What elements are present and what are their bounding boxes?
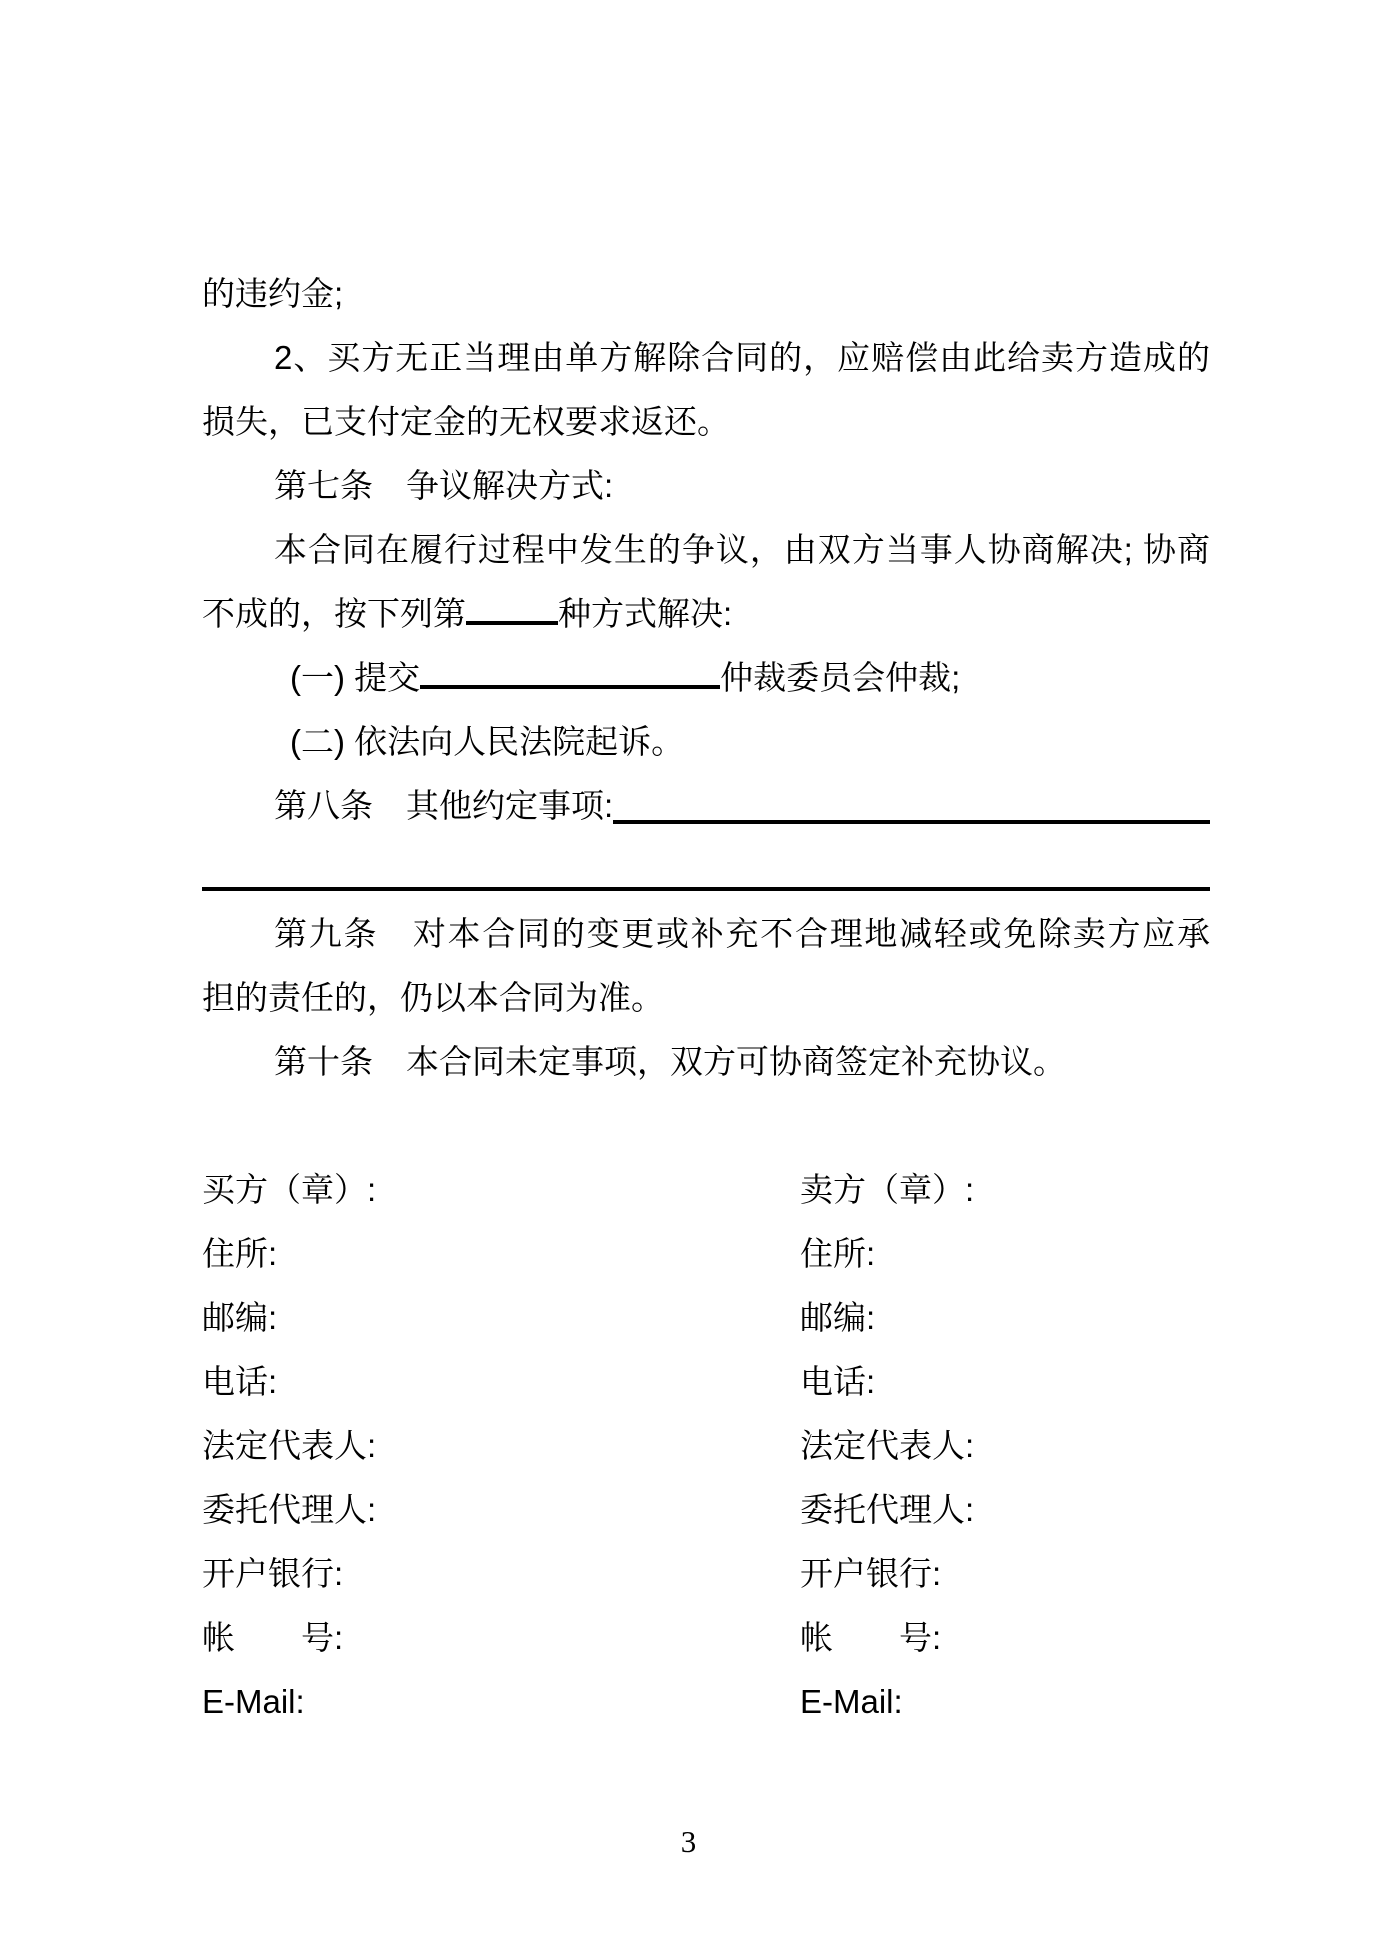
contract-body — [202, 262, 1210, 1734]
buyer-account-row: 帐 号: — [202, 1619, 344, 1656]
seller-address-row: 住所: — [800, 1235, 876, 1272]
page-number: 3 — [680, 1824, 697, 1859]
article-8-label: 第八条 其他约定事项: — [274, 787, 614, 824]
body-line-penalty-tail: 的违约金; — [202, 275, 344, 312]
continuation-underline — [202, 887, 1210, 891]
seller-agent-row: 委托代理人: — [800, 1491, 975, 1528]
buyer-postcode-row: 邮编: — [202, 1299, 278, 1336]
dispute-line-2-pre: 不成的，按下列第 — [202, 595, 466, 632]
other-agreements-continuation-line — [202, 838, 1210, 902]
body-line-buyer-breach-cont: 损失，已支付定金的无权要求返还。 — [202, 403, 730, 440]
body-line-dispute-1: 本合同在履行过程中发生的争议，由双方当事人协商解决; 协商 — [274, 531, 1210, 568]
heading-article-7: 第七条 争议解决方式: — [274, 467, 614, 504]
buyer-seal-row: 买方（章）: — [202, 1171, 377, 1208]
heading-article-8 — [202, 774, 1210, 838]
seller-phone-row: 电话: — [800, 1363, 876, 1400]
dispute-line-2-post: 种方式解决: — [558, 595, 733, 632]
option-1-post: 仲裁委员会仲裁; — [720, 659, 961, 696]
seller-bank-row: 开户银行: — [800, 1555, 942, 1592]
seller-account-row: 帐 号: — [800, 1619, 942, 1656]
buyer-phone-row: 电话: — [202, 1363, 278, 1400]
body-line-dispute-2 — [202, 582, 1210, 646]
other-agreements-blank — [613, 774, 1210, 824]
buyer-agent-row: 委托代理人: — [202, 1491, 377, 1528]
body-line-buyer-breach: 2、买方无正当理由单方解除合同的，应赔偿由此给卖方造成的 — [274, 339, 1210, 376]
option-1-pre: (一) 提交 — [290, 659, 421, 696]
seller-seal-row: 卖方（章）: — [800, 1171, 975, 1208]
seller-legal-rep-row: 法定代表人: — [800, 1427, 975, 1464]
buyer-legal-rep-row: 法定代表人: — [202, 1427, 377, 1464]
option-1-arbitration — [202, 646, 1210, 710]
body-line-article-9-cont: 担的责任的，仍以本合同为准。 — [202, 979, 664, 1016]
signature-block — [202, 1158, 1210, 1734]
seller-signature-column — [800, 1158, 1210, 1734]
seller-postcode-row: 邮编: — [800, 1299, 876, 1336]
buyer-signature-column — [202, 1158, 800, 1734]
method-number-blank — [466, 590, 558, 625]
buyer-address-row: 住所: — [202, 1235, 278, 1272]
buyer-email-row: E-Mail: — [202, 1683, 305, 1720]
buyer-bank-row: 开户银行: — [202, 1555, 344, 1592]
option-2-court: (二) 依法向人民法院起诉。 — [290, 723, 685, 760]
heading-article-10: 第十条 本合同未定事项，双方可协商签定补充协议。 — [274, 1043, 1066, 1080]
body-line-article-9: 第九条 对本合同的变更或补充不合理地减轻或免除卖方应承 — [274, 915, 1210, 952]
seller-email-row: E-Mail: — [800, 1683, 903, 1720]
arbitration-committee-blank — [420, 654, 720, 689]
